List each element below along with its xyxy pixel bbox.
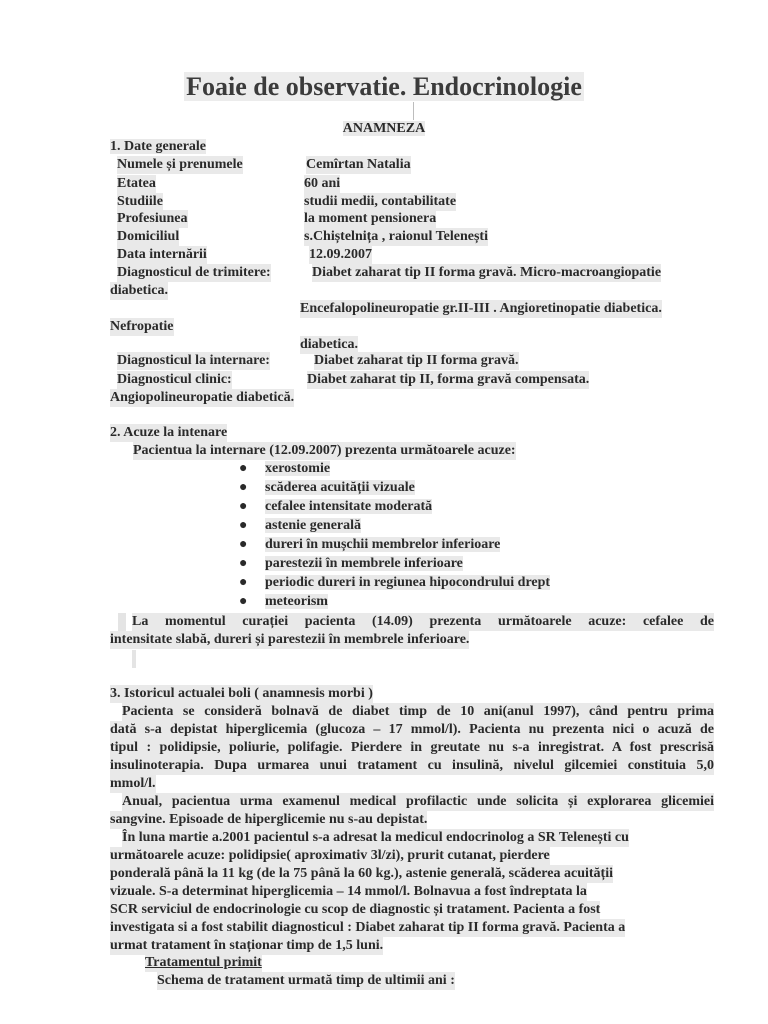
- curation-text-line-1: La momentul curației pacienta (14.09) prezenta următoarele acuze: cefalee de: [132, 614, 714, 629]
- complaint-item: [239, 574, 550, 592]
- document-title: [0, 72, 768, 102]
- section-2-heading: 2. Acuze la intenare: [110, 425, 228, 440]
- complaint-text: parestezii în membrele inferioare: [265, 556, 463, 571]
- clinical-diagnosis-value: Diabet zaharat tip II, forma gravă compensata.: [307, 372, 590, 387]
- history-p3-line: vizuale. S-a determinat hiperglicemia – 14 mmol/l. Bolnavua a fost îndreptata la: [110, 884, 587, 899]
- clinical-diagnosis-label: Diagnosticul clinic:: [117, 372, 232, 387]
- field-value-name: Cemîrtan Natalia: [306, 157, 411, 172]
- field-label-age: Etatea: [117, 176, 156, 191]
- section-3-heading: 3. Istoricul actualei boli ( anamnesis morbi ): [110, 686, 373, 701]
- field-value-studies: studii medii, contabilitate: [304, 194, 457, 209]
- referral-diagnosis-value: Diabet zaharat tip II forma gravă. Micro-macroangiopatie: [312, 265, 662, 280]
- bullet-icon: ●: [239, 575, 248, 590]
- complaint-text: scăderea acuității vizuale: [265, 480, 415, 495]
- history-p3-line: urmat tratament în staționar timp de 1,5 luni.: [110, 938, 384, 953]
- bullet-icon: ●: [239, 518, 248, 533]
- referral-diagnosis-cont-2: Encefalopolineuropatie gr.II-III . Angioretinopatie diabetica.: [300, 301, 662, 316]
- field-value-age: 60 ani: [304, 176, 341, 191]
- referral-diagnosis-cont-4: diabetica.: [300, 337, 358, 352]
- field-label-address: Domiciliul: [117, 229, 180, 244]
- complaint-item: [239, 479, 415, 497]
- history-p1-line: Pacienta se consideră bolnavă de diabet timp de 10 ani(anul 1997), când pentru prima: [122, 704, 714, 719]
- history-p3-line: SCR serviciul de endocrinologie cu scop de diagnostic și tratament. Pacienta a fost: [110, 902, 601, 917]
- bullet-icon: ●: [239, 556, 248, 571]
- clinical-diagnosis-cont: Angiopolineuropatie diabetică.: [110, 390, 295, 405]
- complaint-item: [239, 517, 361, 535]
- referral-diagnosis-label: Diagnosticul de trimitere:: [117, 265, 271, 280]
- field-label-studies: Studiile: [117, 194, 163, 209]
- complaint-item: [239, 498, 432, 516]
- admission-diagnosis-value: Diabet zaharat tip II forma gravă.: [314, 353, 519, 368]
- bullet-icon: ●: [239, 461, 248, 476]
- complaints-intro: Pacientua la internare (12.09.2007) prezenta următoarele acuze:: [133, 443, 516, 458]
- field-label-admission-date: Data internării: [117, 247, 207, 262]
- complaint-text: xerostomie: [265, 461, 331, 476]
- bullet-icon: ●: [239, 480, 248, 495]
- complaint-item: [239, 593, 328, 611]
- history-p1-line: insulinoterapia. Dupa urmarea unui tratament cu insulină, nivelul gilcemiei constituia 5,0: [110, 758, 714, 773]
- curation-text-line-2: intensitate slabă, dureri și parestezii în membrele inferioare.: [110, 632, 470, 647]
- history-p2-line: sangvine. Episoade de hiperglicemie nu s-au depistat.: [110, 812, 428, 827]
- admission-diagnosis-label: Diagnosticul la internare:: [117, 353, 270, 368]
- field-value-address: s.Chiștelnița , raionul Telenești: [304, 229, 488, 244]
- section-1-heading-text: 1. Date generale: [110, 139, 207, 154]
- history-p1-line: dată s-a depistat hiperglicemia (glucoza – 17 mmol/l). Pacienta nu prezenta nici o acuză de: [110, 722, 714, 737]
- complaint-text: periodic dureri in regiunea hipocondrului drept: [265, 575, 551, 590]
- field-label-name: Numele și prenumele: [117, 157, 243, 172]
- complaint-text: astenie generală: [265, 518, 362, 533]
- complaint-text: dureri în mușchii membrelor inferioare: [265, 537, 501, 552]
- history-p3-line: următoarele acuze: polidipsie( aproximativ 3l/zi), prurit cutanat, pierdere: [110, 848, 550, 863]
- history-p3-line: investigata si a fost stabilit diagnosticul : Diabet zaharat tip II forma gravă. Pacienta a: [110, 920, 626, 935]
- document-title-text: Foaie de observatie. Endocrinologie: [186, 72, 582, 101]
- field-value-admission-date: 12.09.2007: [309, 247, 372, 262]
- field-value-profession: la moment pensionera: [304, 211, 437, 226]
- complaint-text: meteorism: [265, 594, 328, 609]
- bullet-icon: ●: [239, 499, 248, 514]
- referral-diagnosis-cont-1: diabetica.: [110, 283, 168, 298]
- complaint-item: [239, 555, 463, 573]
- history-p1-line: mmol/l.: [110, 776, 156, 791]
- margin-mark: [118, 613, 126, 631]
- complaint-item: [239, 536, 500, 554]
- complaint-item: [239, 460, 330, 478]
- anamneza-heading: [0, 121, 768, 137]
- margin-mark: [132, 650, 136, 668]
- history-p3-line: În luna martie a.2001 pacientul s-a adresat la medicul endocrinolog a SR Telenești cu: [122, 830, 629, 845]
- section-1-heading: [110, 138, 206, 156]
- text-cursor: [413, 102, 414, 120]
- history-p2-line: Anual, pacientua urma examenul medical profilactic unde solicita și explorarea glicemiei: [122, 794, 714, 809]
- history-p1-line: tipul : polidipsie, poliurie, polifagie. Pierdere in greutate nu s-a inregistrat. A fost prescrisă: [110, 740, 714, 755]
- treatment-heading: Tratamentul primit: [145, 955, 262, 970]
- field-label-profession: Profesiunea: [117, 211, 188, 226]
- treatment-intro: Schema de tratament urmată timp de ultimii ani :: [157, 973, 455, 988]
- anamneza-text: ANAMNEZA: [342, 121, 426, 136]
- history-p3-line: ponderală până la 11 kg (de la 75 până la 60 kg.), astenie generală, scăderea acuității: [110, 866, 613, 881]
- bullet-icon: ●: [239, 594, 248, 609]
- complaint-text: cefalee intensitate moderată: [265, 499, 433, 514]
- bullet-icon: ●: [239, 537, 248, 552]
- referral-diagnosis-cont-3: Nefropatie: [110, 319, 174, 334]
